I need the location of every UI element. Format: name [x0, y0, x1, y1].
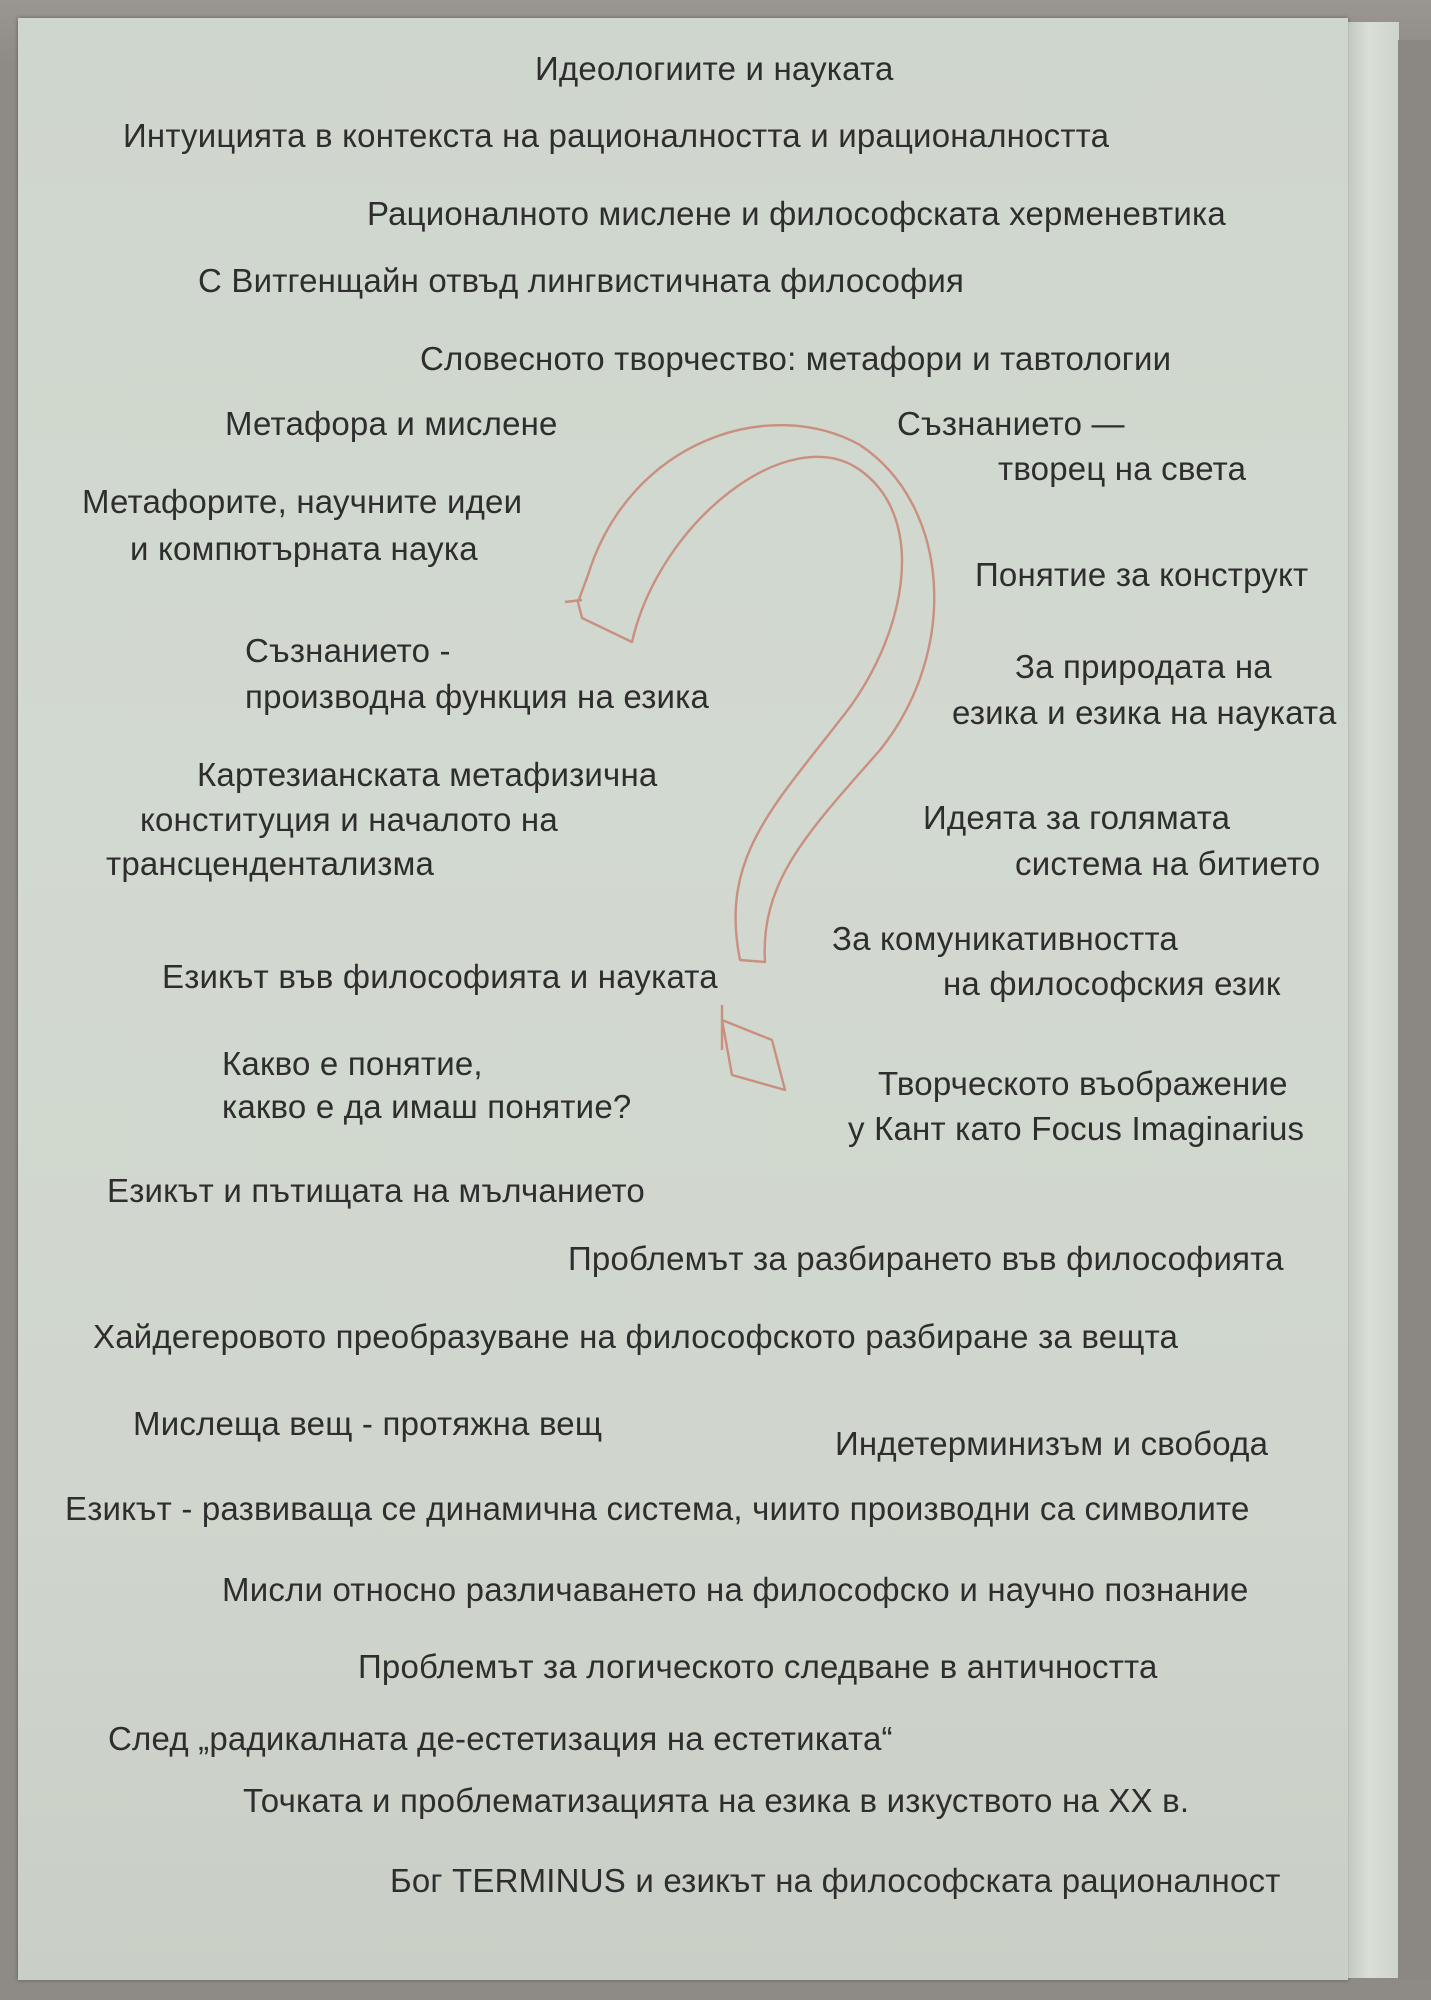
title-line: Съзнанието —	[897, 405, 1125, 442]
title-line: С Витгенщайн отвъд лингвистичната философия	[198, 262, 965, 299]
title-line: Идеята за голямата	[923, 799, 1231, 836]
title-line: творец на света	[998, 450, 1247, 487]
title-line: Езикът във философията и науката	[162, 958, 718, 995]
title-line: у Кант като Focus Imaginarius	[848, 1110, 1305, 1147]
title-line: Мислеща вещ - протяжна вещ	[133, 1405, 603, 1442]
title-line: Съзнанието -	[245, 632, 451, 669]
title-line: За природата на	[1015, 648, 1272, 685]
title-line: Бог TERMINUS и езикът на философската рационалност	[390, 1862, 1281, 1899]
title-line: Индетерминизъм и свобода	[835, 1425, 1269, 1462]
title-line: Понятие за конструкт	[975, 556, 1309, 593]
title-line: Интуицията в контекста на рационалността и ирационалността	[123, 117, 1110, 154]
title-line: Какво е понятие,	[222, 1045, 483, 1082]
title-line: Идеологиите и науката	[535, 50, 894, 87]
title-line: производна функция на езика	[245, 678, 710, 715]
title-line: Рационалното мислене и философската херменевтика	[367, 195, 1226, 232]
title-line: След „радикалната де-естетизация на естетиката“	[108, 1720, 893, 1757]
title-line: Метафора и мислене	[225, 405, 558, 442]
title-line: и компютърната наука	[130, 530, 478, 567]
title-line: какво е да имаш понятие?	[222, 1088, 632, 1125]
title-line: Хайдегеровото преобразуване на философското разбиране за вещта	[93, 1318, 1179, 1355]
title-line: езика и езика на науката	[952, 694, 1337, 731]
title-line: Мисли относно различаването на философско и научно познание	[222, 1571, 1249, 1608]
title-line: конституция и началото на	[140, 801, 558, 838]
book-spine	[1348, 22, 1399, 1978]
title-line: Словесното творчество: метафори и тавтологии	[420, 340, 1172, 377]
title-line: Проблемът за логическото следване в античността	[358, 1648, 1158, 1685]
title-line: трансцендентализма	[106, 845, 435, 882]
title-line: система на битието	[1015, 845, 1321, 882]
title-line: Творческото въображение	[878, 1065, 1288, 1102]
title-line: Езикът - развиваща се динамична система, чиито производни са символите	[65, 1490, 1250, 1527]
title-line: Метафорите, научните идеи	[82, 483, 523, 520]
title-line: Картезианската метафизична	[197, 756, 658, 793]
title-line: Езикът и пътищата на мълчанието	[107, 1172, 645, 1209]
backdrop-right	[1398, 40, 1431, 1980]
title-line: Точката и проблематизацията на езика в изкуството на XX в.	[243, 1782, 1190, 1819]
title-line: За комуникативността	[832, 920, 1178, 957]
title-line: на философския език	[943, 965, 1281, 1002]
title-line: Проблемът за разбирането във философията	[568, 1240, 1284, 1277]
